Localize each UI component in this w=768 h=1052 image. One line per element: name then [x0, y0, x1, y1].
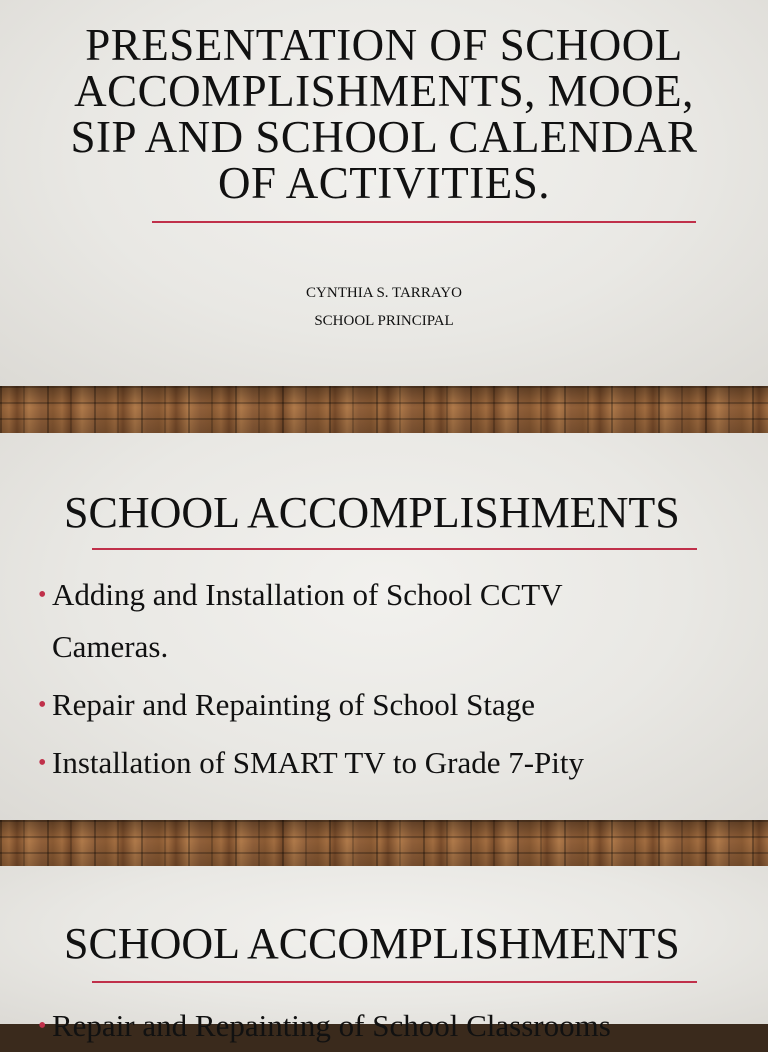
list-item-text: Repair and Repainting of School Stage [52, 687, 535, 722]
list-item [38, 737, 738, 789]
slide-heading: SCHOOL ACCOMPLISHMENTS [64, 488, 680, 537]
wood-floor-divider-2 [0, 820, 768, 866]
accomplishments-list [38, 1000, 738, 1052]
presenter-name: CYNTHIA S. TARRAYO [306, 285, 462, 301]
list-item-text: Installation of SMART TV to Grade 7-Pity [52, 745, 585, 780]
wood-floor-divider-1 [0, 386, 768, 433]
list-item-text-cont: Cameras. [52, 629, 169, 664]
slide-accomplishments-2 [0, 866, 768, 1043]
heading-underline [92, 548, 697, 550]
slide-title [0, 0, 768, 386]
slide-accomplishments-1 [0, 433, 768, 820]
list-item [38, 1000, 738, 1052]
title-line-4: OF ACTIVITIES. [218, 158, 550, 208]
list-item-text: Repair and Repainting of School Classrooms [52, 1008, 611, 1043]
title-line-1: PRESENTATION OF SCHOOL [85, 20, 683, 70]
accomplishments-list [38, 569, 738, 789]
presentation-title [0, 22, 768, 206]
bullet-marker: • [38, 750, 47, 776]
bullet-marker: • [38, 582, 47, 608]
title-underline [152, 221, 696, 223]
title-line-2: ACCOMPLISHMENTS, MOOE, [74, 66, 694, 116]
presenter-role: SCHOOL PRINCIPAL [314, 313, 454, 329]
heading-underline [92, 981, 697, 983]
slide-heading: SCHOOL ACCOMPLISHMENTS [64, 919, 680, 968]
list-item [38, 569, 738, 673]
list-item-text: Adding and Installation of School CCTV [52, 577, 563, 612]
title-line-3: SIP AND SCHOOL CALENDAR [70, 112, 698, 162]
bullet-marker: • [38, 692, 47, 718]
list-item [38, 679, 738, 731]
bullet-marker: • [38, 1013, 47, 1039]
